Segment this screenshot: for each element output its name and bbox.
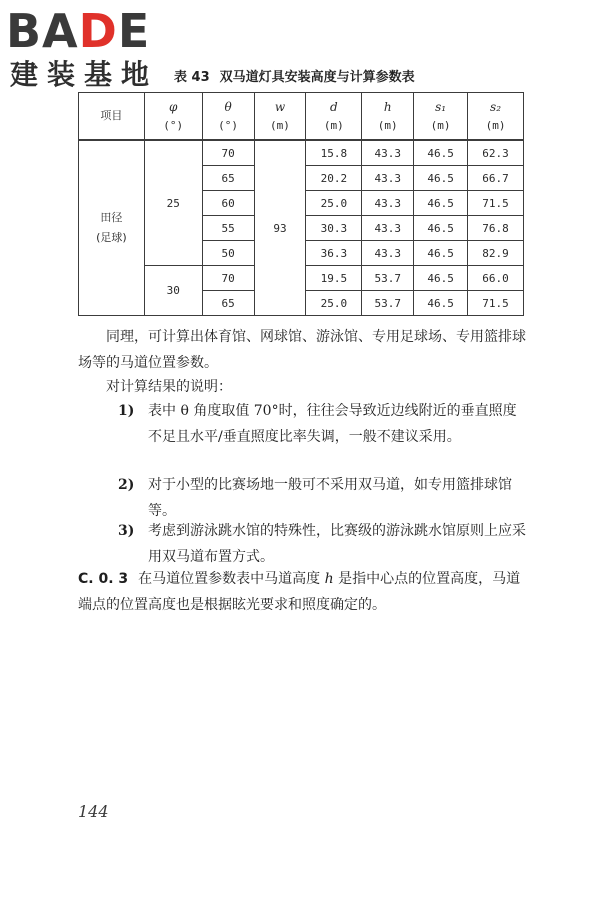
- table-row: [79, 140, 524, 166]
- paragraph-notes-heading: 对计算结果的说明：: [106, 379, 232, 395]
- s1-cell: 46.5: [414, 191, 468, 216]
- h-cell: 43.3: [362, 140, 414, 166]
- theta-cell: 60: [202, 191, 254, 216]
- h-cell: 43.3: [362, 191, 414, 216]
- d-cell: 25.0: [306, 291, 362, 316]
- theta-cell: 65: [202, 291, 254, 316]
- w-cell: 93: [254, 140, 306, 316]
- header-w: w (m): [254, 93, 306, 141]
- s1-cell: 46.5: [414, 266, 468, 291]
- list-item-text: 对于小型的比赛场地一般可不采用双马道，如专用篮排球馆等。: [148, 477, 512, 519]
- paragraph-intro: 同理，可计算出体育馆、网球馆、游泳馆、专用足球场、专用篮排球场等的马道位置参数。: [78, 329, 526, 371]
- d-cell: 36.3: [306, 241, 362, 266]
- list-item-text: 表中 θ 角度取值 70°时，往往会导致近边线附近的垂直照度不足且水平/垂直照度比率失调，一般不建议采用。: [148, 403, 517, 445]
- s1-cell: 46.5: [414, 140, 468, 166]
- header-h: h (m): [362, 93, 414, 141]
- phi-cell: 30: [144, 266, 202, 316]
- table-title: 双马道灯具安装高度与计算参数表: [219, 70, 415, 85]
- list-item: [106, 398, 530, 450]
- table-number: 表 43: [174, 70, 210, 85]
- theta-cell: 65: [202, 166, 254, 191]
- s2-cell: 71.5: [468, 291, 524, 316]
- h-cell: 43.3: [362, 216, 414, 241]
- table-header-row: [79, 93, 524, 141]
- h-cell: 43.3: [362, 166, 414, 191]
- header-s1: s₁ (m): [414, 93, 468, 141]
- h-cell: 43.3: [362, 241, 414, 266]
- s2-cell: 66.7: [468, 166, 524, 191]
- phi-cell: 25: [144, 140, 202, 266]
- clause-c03: [78, 566, 530, 618]
- h-cell: 53.7: [362, 266, 414, 291]
- theta-cell: 70: [202, 266, 254, 291]
- clause-text-pre: 在马道位置参数表中马道高度: [138, 571, 321, 587]
- list-item: [106, 472, 530, 524]
- table-caption: [174, 66, 415, 85]
- list-item: [106, 518, 530, 570]
- logo-wordmark: BADE: [6, 4, 151, 58]
- header-theta: θ (°): [202, 93, 254, 141]
- clause-symbol: h: [324, 571, 334, 587]
- header-s2: s₂ (m): [468, 93, 524, 141]
- clause-text-post: 是指中心点的位置高度，马道端点的位置高度也是根据眩光要求和照度确定的。: [78, 571, 521, 613]
- list-marker: 2): [118, 477, 135, 493]
- list-marker: 1): [118, 403, 135, 419]
- header-phi: φ (°): [144, 93, 202, 141]
- theta-cell: 70: [202, 140, 254, 166]
- item-cell: 田径 (足球): [79, 140, 145, 316]
- logo-subtitle: 建装基地: [10, 58, 159, 91]
- s2-cell: 66.0: [468, 266, 524, 291]
- s2-cell: 71.5: [468, 191, 524, 216]
- d-cell: 15.8: [306, 140, 362, 166]
- d-cell: 25.0: [306, 191, 362, 216]
- page-number: 144: [78, 802, 109, 821]
- d-cell: 19.5: [306, 266, 362, 291]
- s1-cell: 46.5: [414, 241, 468, 266]
- list-item-text: 考虑到游泳跳水馆的特殊性，比赛级的游泳跳水馆原则上应采用双马道布置方式。: [148, 523, 526, 565]
- s2-cell: 82.9: [468, 241, 524, 266]
- h-cell: 53.7: [362, 291, 414, 316]
- list-marker: 3): [118, 523, 135, 539]
- s2-cell: 62.3: [468, 140, 524, 166]
- header-d: d (m): [306, 93, 362, 141]
- header-item: 项目: [79, 93, 145, 141]
- parameter-table: [78, 92, 524, 316]
- bade-logo: [6, 4, 176, 94]
- d-cell: 30.3: [306, 216, 362, 241]
- theta-cell: 50: [202, 241, 254, 266]
- theta-cell: 55: [202, 216, 254, 241]
- s1-cell: 46.5: [414, 216, 468, 241]
- s1-cell: 46.5: [414, 291, 468, 316]
- clause-number: C. 0. 3: [78, 571, 129, 587]
- s1-cell: 46.5: [414, 166, 468, 191]
- s2-cell: 76.8: [468, 216, 524, 241]
- d-cell: 20.2: [306, 166, 362, 191]
